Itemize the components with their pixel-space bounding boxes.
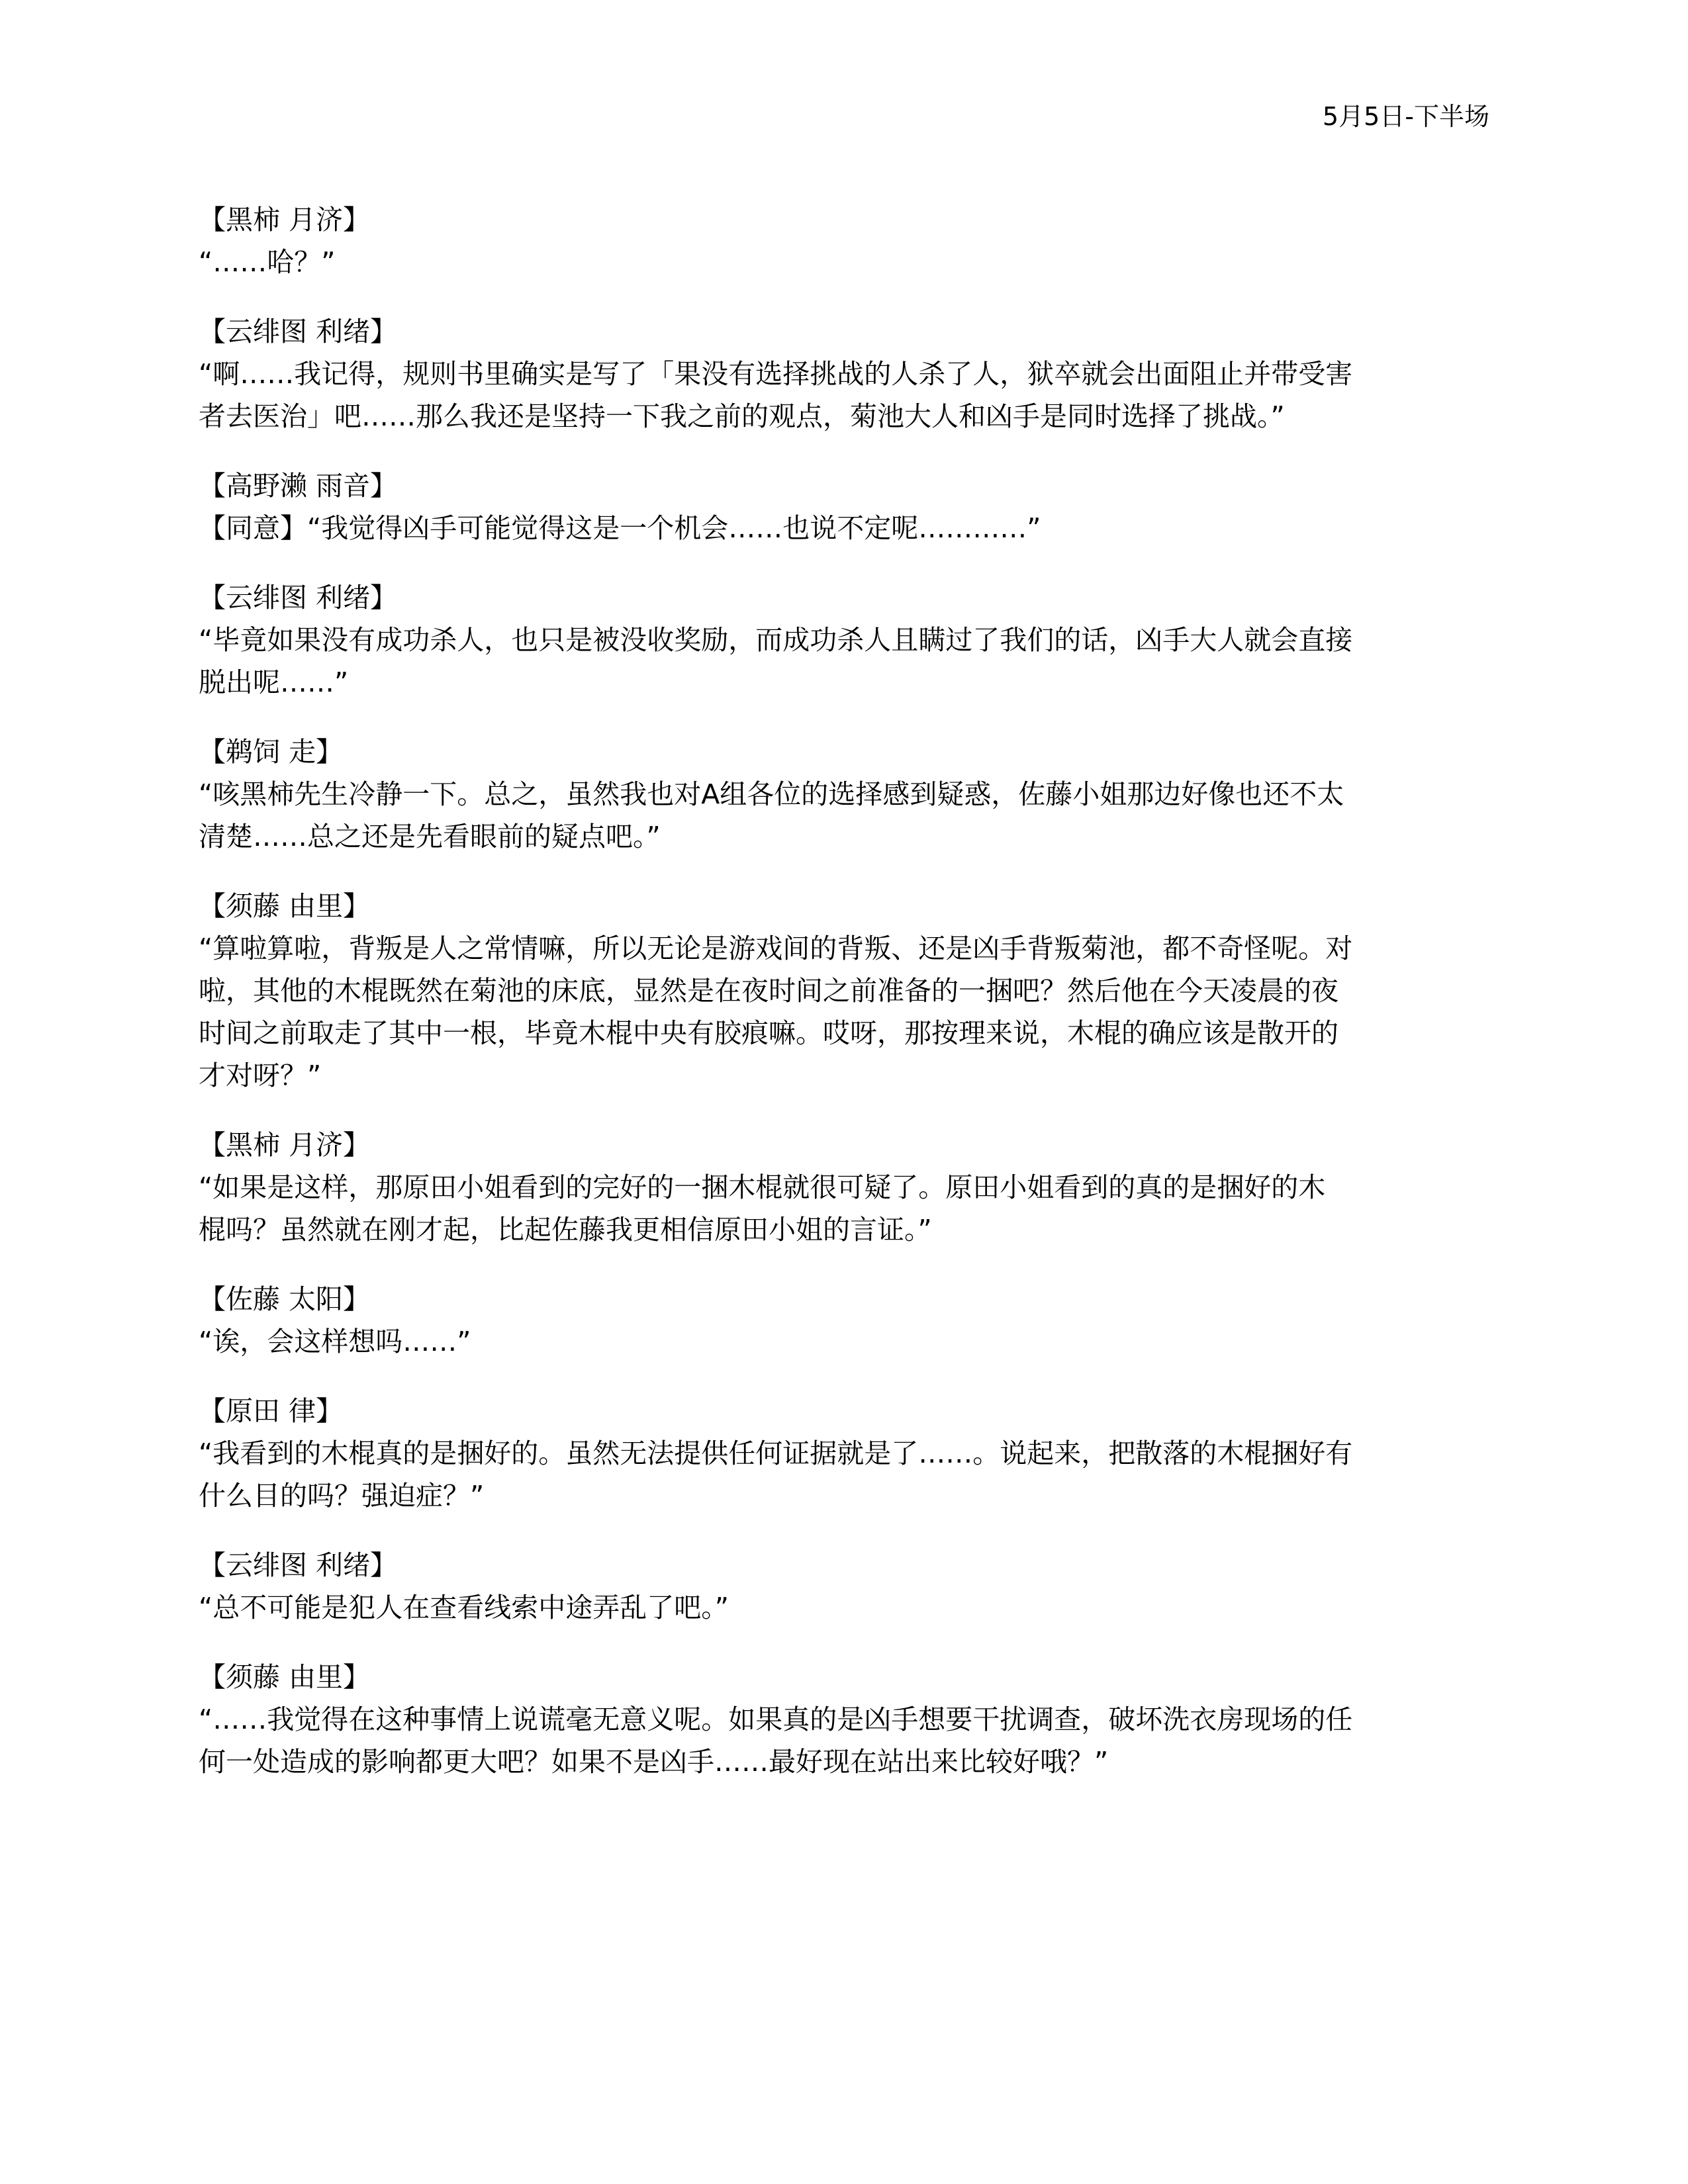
speaker-name: 【鹈饲 走】 <box>199 736 344 768</box>
dialogue-entry <box>199 885 1489 1097</box>
dialogue-line: 棍吗？虽然就在刚才起，比起佐藤我更相信原田小姐的言证。” <box>199 1214 932 1246</box>
dialogue-line: “诶，会这样想吗……” <box>199 1326 471 1357</box>
dialogue-entry <box>199 310 1489 437</box>
dialogue-line: 啦，其他的木棍既然在菊池的床底，显然是在夜时间之前准备的一捆吧？然后他在今天凌晨的夜 <box>199 975 1338 1007</box>
dialogue-line: 脱出呢……” <box>199 666 349 698</box>
speaker-name: 【原田 律】 <box>199 1395 344 1427</box>
dialogue-line: “如果是这样，那原田小姐看到的完好的一捆木棍就很可疑了。原田小姐看到的真的是捆好的木 <box>199 1171 1326 1203</box>
speaker-name: 【云绯图 利绪】 <box>199 582 398 614</box>
dialogue-line: 何一处造成的影响都更大吧？如果不是凶手……最好现在站出来比较好哦？” <box>199 1746 1109 1778</box>
dialogue-entry <box>199 1124 1489 1251</box>
speaker-name: 【云绯图 利绪】 <box>199 316 398 347</box>
dialogue-line: 时间之前取走了其中一根，毕竟木棍中央有胶痕嘛。哎呀，那按理来说，木棍的确应该是散开的 <box>199 1017 1338 1049</box>
speaker-name: 【云绯图 利绪】 <box>199 1549 398 1581</box>
dialogue-line: “我看到的木棍真的是捆好的。虽然无法提供任何证据就是了……。说起来，把散落的木棍捆好有 <box>199 1437 1353 1469</box>
dialogue-line: 什么目的吗？强迫症？” <box>199 1480 485 1512</box>
dialogue-entry <box>199 1278 1489 1363</box>
dialogue-line: 【同意】“我觉得凶手可能觉得这是一个机会……也说不定呢…………” <box>199 512 1041 544</box>
dialogue-entry <box>199 731 1489 858</box>
dialogue-entry <box>199 465 1489 549</box>
dialogue-line: “咳黑柿先生冷静一下。总之，虽然我也对A组各位的选择感到疑惑，佐藤小姐那边好像也还不太 <box>199 778 1344 810</box>
dialogue-line: 清楚……总之还是先看眼前的疑点吧。” <box>199 821 661 852</box>
dialogue-entry <box>199 199 1489 283</box>
speaker-name: 【佐藤 太阳】 <box>199 1283 371 1315</box>
speaker-name: 【黑柿 月济】 <box>199 204 371 236</box>
dialogue-entry <box>199 1390 1489 1517</box>
dialogue-line: “算啦算啦，背叛是人之常情嘛，所以无论是游戏间的背叛、还是凶手背叛菊池，都不奇怪呢。对 <box>199 933 1353 964</box>
dialogue-line: “……哈？” <box>199 246 336 278</box>
dialogue-line: “……我觉得在这种事情上说谎毫无意义呢。如果真的是凶手想要干扰调查，破坏洗衣房现场的任 <box>199 1704 1353 1735</box>
dialogue-line: 者去医治」吧……那么我还是坚持一下我之前的观点，菊池大人和凶手是同时选择了挑战。” <box>199 400 1285 432</box>
dialogue-line: 才对呀？” <box>199 1060 322 1091</box>
speaker-name: 【须藤 由里】 <box>199 1661 371 1693</box>
speaker-name: 【黑柿 月济】 <box>199 1129 371 1161</box>
dialogue-content <box>199 199 1489 1810</box>
page-header-date: 5月5日-下半场 <box>1322 102 1489 131</box>
dialogue-line: “毕竟如果没有成功杀人，也只是被没收奖励，而成功杀人且瞒过了我们的话，凶手大人就会直接 <box>199 624 1353 656</box>
dialogue-entry <box>199 1656 1489 1783</box>
dialogue-line: “总不可能是犯人在查看线索中途弄乱了吧。” <box>199 1592 729 1623</box>
dialogue-entry <box>199 1544 1489 1629</box>
speaker-name: 【须藤 由里】 <box>199 890 371 922</box>
dialogue-line: “啊……我记得，规则书里确实是写了「果没有选择挑战的人杀了人，狱卒就会出面阻止并带受害 <box>199 358 1353 390</box>
dialogue-entry <box>199 576 1489 704</box>
speaker-name: 【高野濑 雨音】 <box>199 470 398 502</box>
